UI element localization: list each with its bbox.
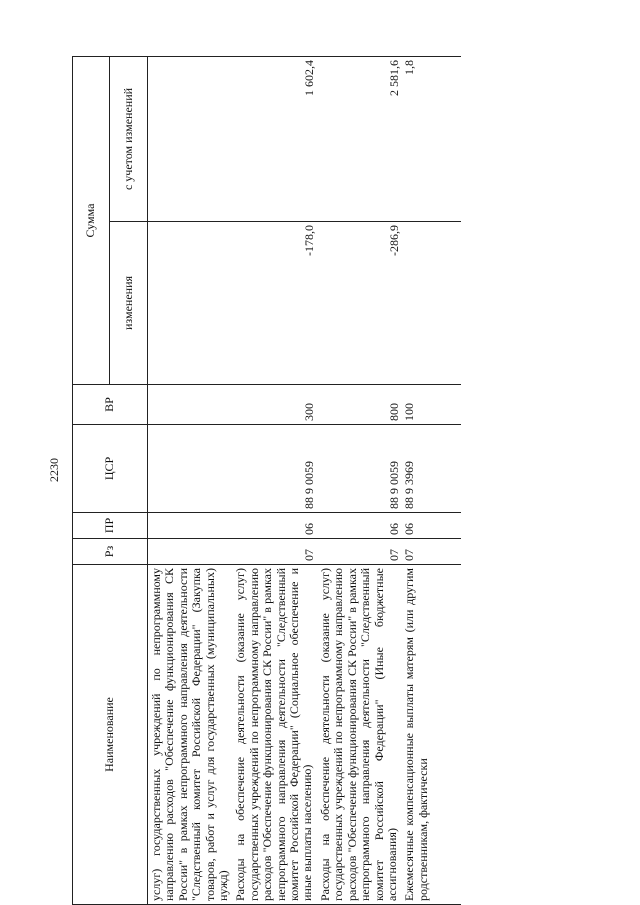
row-pr: 06 <box>401 513 461 539</box>
header-vr: ВР <box>73 385 148 425</box>
row-change <box>401 222 461 385</box>
row-change: -286,9 <box>317 222 401 385</box>
row-change <box>148 222 233 385</box>
table-row <box>401 56 461 904</box>
header-name: Наименование <box>73 565 148 905</box>
table-row <box>148 56 233 904</box>
row-total: 1,8 <box>401 56 461 221</box>
table-row <box>317 56 401 904</box>
row-vr: 100 <box>401 385 461 425</box>
header-sum: Сумма <box>73 56 110 384</box>
header-changes: изменения <box>110 222 148 385</box>
row-csr: 88 9 0059 <box>232 425 316 513</box>
row-vr: 800 <box>317 385 401 425</box>
row-total <box>148 56 233 221</box>
row-rz <box>148 539 233 565</box>
row-rz: 07 <box>317 539 401 565</box>
row-csr: 88 9 0059 <box>317 425 401 513</box>
row-rz: 07 <box>401 539 461 565</box>
budget-table <box>72 56 461 905</box>
row-pr: 06 <box>232 513 316 539</box>
row-vr: 300 <box>232 385 316 425</box>
table-header <box>73 56 148 904</box>
row-rz: 07 <box>232 539 316 565</box>
rotated-table-container <box>72 57 592 905</box>
row-name: услуг) государственных учреждений по непрограммному направлению расходов "Обеспечение функционирования СК России" в рамках непрограммного направления деятельности "Следственный комитет Российской Федерации" (Закупка товаров, работ и услуг для государственных (муниципальных) нужд) <box>148 565 233 905</box>
page-number: 2230 <box>47 458 61 482</box>
header-with-changes: с учетом изменений <box>110 56 148 221</box>
row-name: Расходы на обеспечение деятельности (оказание услуг) государственных учреждений по непрограммному направлению расходов "Обеспечение функционирования СК России" в рамках непрограммного направления деятельности "Следственный комитет Российской Федерации" (Социальное обеспечение и иные выплаты населению) <box>232 565 316 905</box>
header-rz: Рз <box>73 539 148 565</box>
row-csr: 88 9 3969 <box>401 425 461 513</box>
row-total: 2 581,6 <box>317 56 401 221</box>
row-name: Ежемесячные компенсационные выплаты матерям (или другим родственникам, фактически <box>401 565 461 905</box>
row-name: Расходы на обеспечение деятельности (оказание услуг) государственных учреждений по непрограммному направлению расходов "Обеспечение функционирования СК России" в рамках непрограммного направления деятельности "Следственный комитет Российской Федерации" (Иные бюджетные ассигнования) <box>317 565 401 905</box>
header-csr: ЦСР <box>73 425 148 513</box>
row-pr <box>148 513 233 539</box>
row-change: -178,0 <box>232 222 316 385</box>
header-pr: ПР <box>73 513 148 539</box>
row-vr <box>148 385 233 425</box>
row-csr <box>148 425 233 513</box>
table-row <box>232 56 316 904</box>
row-total: 1 602,4 <box>232 56 316 221</box>
row-pr: 06 <box>317 513 401 539</box>
